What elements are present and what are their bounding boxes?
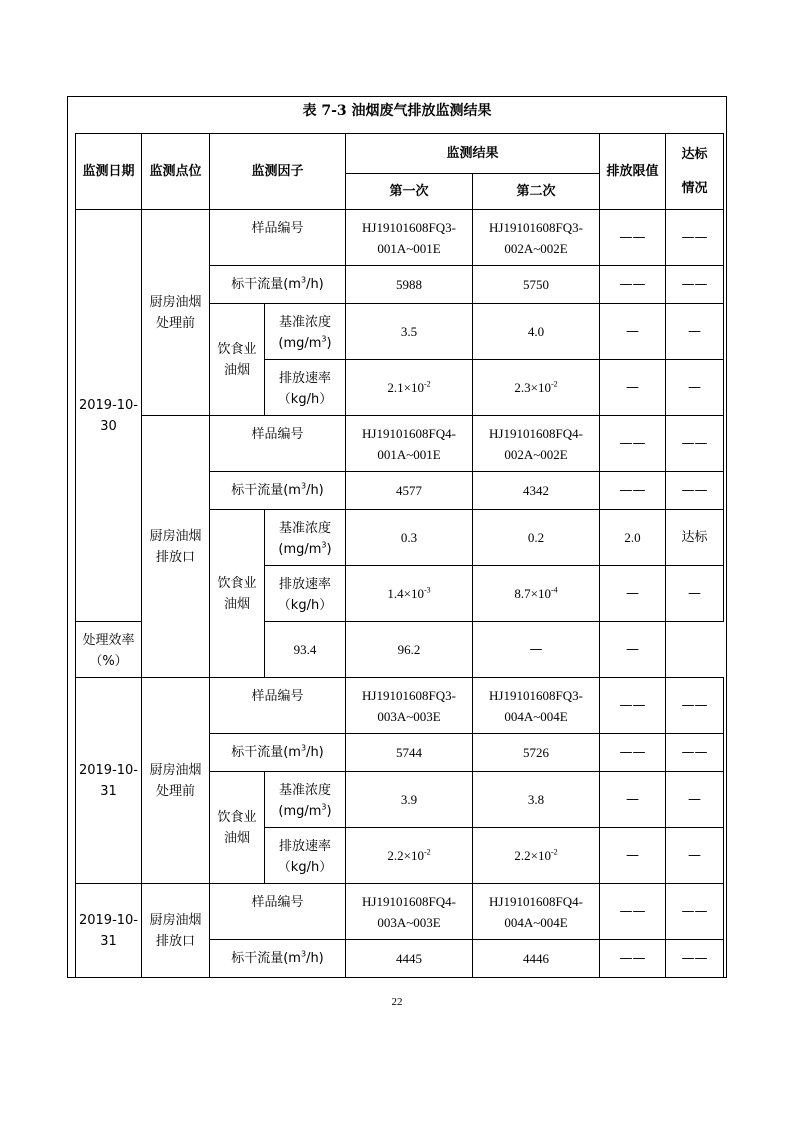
factor-oil-fume [210,510,265,678]
compliance-cell: — [666,566,724,622]
oil-fume-line1: 饮食业 [217,341,257,357]
compliance-cell: 达标 [666,510,724,566]
sample-no-first-line2: 003A~003E [377,708,441,724]
table-row [76,416,724,472]
sample-no-second-line2: 004A~004E [504,914,568,930]
limit-cell: —— [600,884,666,940]
location-line2: 处理前 [155,783,195,799]
rate-first: $1.4\times 10^{-3}$ [346,566,473,622]
factor-conc [265,772,346,828]
factor-oil-fume [210,304,265,416]
date-line1: 2019-10- [78,397,138,413]
sample-no-first-line2: 001A~001E [377,240,441,256]
flow-second: 4446 [473,940,600,978]
header-factor: 监测因子 [210,134,346,210]
oil-fume-line1: 饮食业 [217,575,257,591]
flow-second: 5750 [473,266,600,304]
date-line1: 2019-10- [78,762,138,778]
rate-label: 排放速率 [278,371,331,386]
location-cell [142,210,210,416]
eff-first: 93.4 [265,622,346,678]
factor-rate [265,360,346,416]
limit-cell: —— [600,678,666,734]
limit-cell: —— [600,266,666,304]
factor-sample-no: 样品编号 [210,678,346,734]
compliance-cell: —— [666,678,724,734]
location-line2: 排放口 [155,933,195,949]
sample-no-second-line2: 002A~002E [504,240,568,256]
sample-no-first-line1: HJ19101608FQ3- [362,219,456,235]
factor-sample-no: 样品编号 [210,884,346,940]
sample-no-second [473,416,600,472]
conc-label: 基准浓度 [278,521,331,536]
header-location: 监测点位 [142,134,210,210]
eff-unit: （%） [89,654,128,669]
rate-unit: （kg/h） [277,598,333,613]
limit-cell: — [600,360,666,416]
sample-no-first [346,416,473,472]
header-compliance [666,134,724,210]
conc-first: 0.3 [346,510,473,566]
conc-second: 3.8 [473,772,600,828]
header-second: 第二次 [473,174,600,210]
compliance-cell: — [600,622,666,678]
factor-flow: 标干流量$(m^3/h)$ [210,472,346,510]
compliance-cell: — [666,304,724,360]
sample-no-second [473,678,600,734]
eff-label: 处理效率 [82,633,135,648]
table-frame [67,96,727,978]
limit-cell: — [600,772,666,828]
flow-first: 4445 [346,940,473,978]
compliance-cell: —— [666,416,724,472]
compliance-cell: — [666,360,724,416]
sample-no-second-line1: HJ19101608FQ4- [489,893,583,909]
factor-rate [265,828,346,884]
limit-cell: —— [600,940,666,978]
factor-efficiency [76,622,142,678]
factor-oil-fume [210,772,265,884]
location-line1: 厨房油烟 [149,912,202,928]
location-line1: 厨房油烟 [149,762,202,778]
conc-unit: $(mg/m^3)$ [278,540,332,557]
table-row [76,210,724,266]
limit-cell: 2.0 [600,510,666,566]
rate-second: $2.2\times 10^{-2}$ [473,828,600,884]
sample-no-first-line1: HJ19101608FQ4- [362,425,456,441]
conc-label: 基准浓度 [278,783,331,798]
header-compliance-line2: 情况 [681,181,708,196]
date-cell [76,678,142,884]
conc-second: 0.2 [473,510,600,566]
sample-no-first [346,678,473,734]
date-cell [76,210,142,622]
header-results: 监测结果 [346,134,600,174]
limit-cell: — [473,622,600,678]
location-line2: 排放口 [155,549,195,565]
factor-sample-no: 样品编号 [210,416,346,472]
table-caption: 表 7-3 油烟废气排放监测结果 [302,103,492,119]
rate-label: 排放速率 [278,839,331,854]
conc-unit: $(mg/m^3)$ [278,334,332,351]
limit-cell: — [600,828,666,884]
location-cell [142,678,210,884]
sample-no-second [473,210,600,266]
oil-fume-line2: 油烟 [223,830,250,846]
location-cell [142,416,210,678]
sample-no-second-line1: HJ19101608FQ3- [489,219,583,235]
flow-first: 4577 [346,472,473,510]
location-line1: 厨房油烟 [149,528,202,544]
sample-no-first-line1: HJ19101608FQ3- [362,687,456,703]
rate-first: $2.2\times 10^{-2}$ [346,828,473,884]
sample-no-first-line2: 003A~003E [377,914,441,930]
compliance-cell: —— [666,210,724,266]
compliance-cell: —— [666,940,724,978]
flow-second: 5726 [473,734,600,772]
sample-no-first [346,210,473,266]
location-line1: 厨房油烟 [149,294,202,310]
rate-second: $2.3\times 10^{-2}$ [473,360,600,416]
header-limit: 排放限值 [600,134,666,210]
factor-sample-no: 样品编号 [210,210,346,266]
limit-cell: —— [600,472,666,510]
compliance-cell: —— [666,734,724,772]
location-line2: 处理前 [155,315,195,331]
flow-first: 5988 [346,266,473,304]
rate-unit: （kg/h） [277,392,333,407]
date-line2: 30 [100,418,117,434]
factor-conc [265,510,346,566]
conc-second: 4.0 [473,304,600,360]
date-line1: 2019-10- [78,912,138,928]
factor-rate [265,566,346,622]
sample-no-first-line1: HJ19101608FQ4- [362,893,456,909]
emission-results-table [75,133,724,978]
sample-no-second-line2: 002A~002E [504,446,568,462]
flow-first: 5744 [346,734,473,772]
compliance-cell: —— [666,884,724,940]
table-row [76,678,724,734]
limit-cell: —— [600,734,666,772]
compliance-cell: — [666,772,724,828]
conc-first: 3.9 [346,772,473,828]
sample-no-second [473,884,600,940]
compliance-cell: — [666,828,724,884]
rate-first: $2.1\times 10^{-2}$ [346,360,473,416]
factor-flow: 标干流量$(m^3/h)$ [210,734,346,772]
limit-cell: —— [600,210,666,266]
flow-second: 4342 [473,472,600,510]
header-first: 第一次 [346,174,473,210]
factor-conc [265,304,346,360]
eff-second: 96.2 [346,622,473,678]
date-line2: 31 [100,933,117,949]
date-cell [76,884,142,978]
oil-fume-line1: 饮食业 [217,809,257,825]
conc-unit: $(mg/m^3)$ [278,802,332,819]
rate-label: 排放速率 [278,577,331,592]
compliance-cell: —— [666,472,724,510]
header-compliance-line1: 达标 [681,147,708,162]
sample-no-second-line1: HJ19101608FQ3- [489,687,583,703]
date-line2: 31 [100,783,117,799]
rate-unit: （kg/h） [277,860,333,875]
sample-no-first-line2: 001A~001E [377,446,441,462]
oil-fume-line2: 油烟 [223,362,250,378]
sample-no-first [346,884,473,940]
oil-fume-line2: 油烟 [223,596,250,612]
limit-cell: — [600,304,666,360]
limit-cell: — [600,566,666,622]
rate-second: $8.7\times 10^{-4}$ [473,566,600,622]
factor-flow: 标干流量$(m^3/h)$ [210,266,346,304]
table-row [76,884,724,940]
header-date: 监测日期 [76,134,142,210]
limit-cell: —— [600,416,666,472]
sample-no-second-line1: HJ19101608FQ4- [489,425,583,441]
location-cell [142,884,210,978]
compliance-cell: —— [666,266,724,304]
factor-flow: 标干流量$(m^3/h)$ [210,940,346,978]
sample-no-second-line2: 004A~004E [504,708,568,724]
conc-label: 基准浓度 [278,315,331,330]
page-number: 22 [391,996,403,1008]
conc-first: 3.5 [346,304,473,360]
